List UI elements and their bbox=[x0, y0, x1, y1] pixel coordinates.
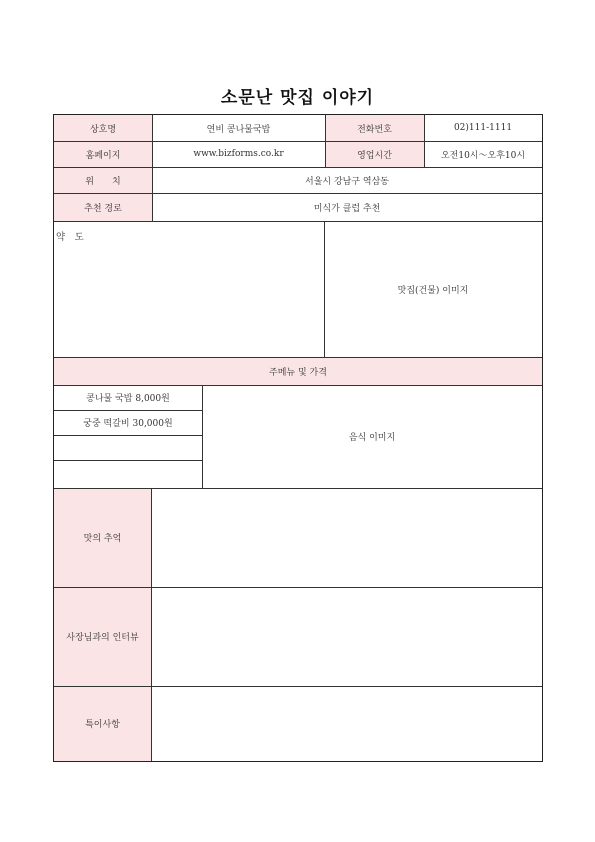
route-label: 추천 경로 bbox=[54, 193, 152, 221]
hours-label: 영업시간 bbox=[325, 141, 424, 167]
food-image-area[interactable]: 음식 이미지 bbox=[348, 433, 396, 443]
interview-content[interactable] bbox=[151, 587, 542, 686]
page-title: 소문난 맛집 이야기 bbox=[220, 88, 375, 108]
phone-value[interactable]: 02)111-1111 bbox=[453, 123, 513, 133]
divider bbox=[151, 488, 152, 761]
shop-name-label: 상호명 bbox=[54, 115, 152, 141]
divider bbox=[54, 460, 202, 461]
notes-content[interactable] bbox=[151, 686, 542, 761]
divider bbox=[152, 115, 153, 221]
menu-item[interactable] bbox=[54, 460, 202, 488]
divider bbox=[54, 221, 542, 222]
divider bbox=[54, 167, 542, 168]
route-value[interactable]: 미식가 클럽 추천 bbox=[313, 203, 381, 214]
divider bbox=[54, 141, 542, 142]
interview-label: 사장님과의 인터뷰 bbox=[54, 587, 151, 686]
divider bbox=[424, 115, 425, 167]
shop-name-value[interactable]: 연비 콩나물국밥 bbox=[206, 124, 271, 135]
menu-item[interactable]: 콩나물 국밥 8,000원 bbox=[86, 394, 170, 404]
menu-item[interactable]: 궁중 떡갈비 30,000원 bbox=[83, 419, 173, 429]
location-label: 위 치 bbox=[54, 167, 152, 193]
divider bbox=[324, 221, 325, 357]
memory-label: 맛의 추억 bbox=[54, 488, 151, 587]
location-value[interactable]: 서울시 강남구 역삼동 bbox=[305, 176, 389, 187]
divider bbox=[54, 193, 542, 194]
homepage-value[interactable]: www.bizforms.co.kr bbox=[193, 149, 284, 159]
menu-header: 주메뉴 및 가격 bbox=[54, 357, 542, 385]
phone-label: 전화번호 bbox=[325, 115, 424, 141]
divider bbox=[54, 488, 542, 489]
hours-value[interactable]: 오전10시～오후10시 bbox=[440, 150, 526, 161]
divider bbox=[54, 357, 542, 358]
divider bbox=[54, 385, 542, 386]
divider bbox=[54, 686, 542, 687]
map-area[interactable]: 약 도 bbox=[56, 232, 84, 243]
notes-label: 특이사항 bbox=[54, 686, 151, 761]
divider bbox=[54, 587, 542, 588]
divider bbox=[54, 410, 202, 411]
divider bbox=[325, 115, 326, 167]
divider bbox=[202, 385, 203, 488]
divider bbox=[54, 435, 202, 436]
homepage-label: 홈페이지 bbox=[54, 141, 152, 167]
restaurant-form bbox=[53, 114, 543, 762]
menu-item[interactable] bbox=[54, 435, 202, 460]
memory-content[interactable] bbox=[151, 488, 542, 587]
building-image-area[interactable]: 맛집(건물) 이미지 bbox=[397, 285, 469, 296]
